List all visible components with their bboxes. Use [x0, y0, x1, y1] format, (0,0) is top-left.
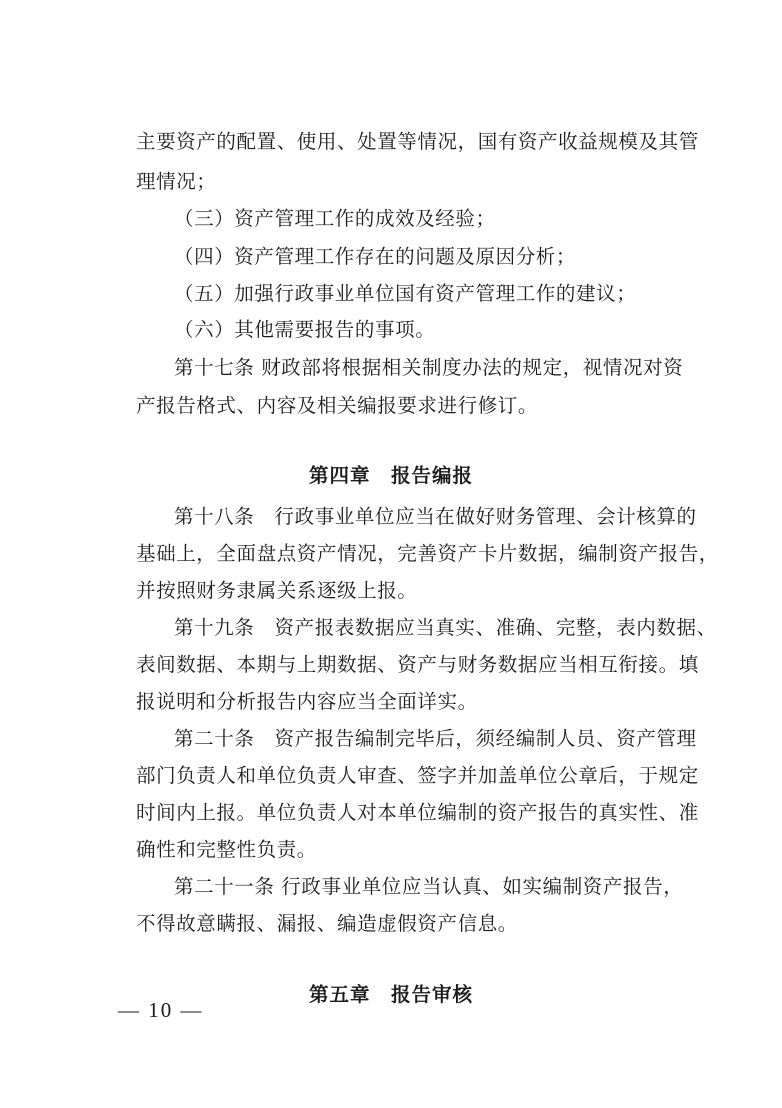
paragraph-line: 理情况；: [136, 170, 217, 193]
article-18-line: 并按照财务隶属关系逐级上报。: [136, 579, 418, 602]
article-17-line: 第十七条 财政部将根据相关制度办法的规定，视情况对资: [174, 356, 684, 379]
article-18-line: 基础上，全面盘点资产情况，完善资产卡片数据，编制资产报告，: [136, 542, 719, 565]
article-17-line: 产报告格式、内容及相关编报要求进行修订。: [136, 394, 539, 417]
chapter-4-heading: 第四章 报告编报: [308, 464, 473, 487]
page-number: — 10 —: [118, 998, 204, 1022]
article-20-line: 第二十条 资产报告编制完毕后，须经编制人员、资产管理: [174, 727, 697, 750]
article-20-line: 部门负责人和单位负责人审查、签字并加盖单位公章后，于规定: [136, 764, 699, 787]
paragraph-line: 主要资产的配置、使用、处置等情况，国有资产收益规模及其管: [136, 130, 699, 153]
article-19-line: 表间数据、本期与上期数据、资产与财务数据应当相互衔接。填: [136, 653, 699, 676]
list-item: （四）资产管理工作存在的问题及原因分析；: [174, 245, 577, 268]
article-18-line: 第十八条 行政事业单位应当在做好财务管理、会计核算的: [174, 505, 697, 528]
list-item: （六）其他需要报告的事项。: [174, 318, 436, 341]
article-20-line: 确性和完整性负责。: [136, 838, 317, 861]
article-20-line: 时间内上报。单位负责人对本单位编制的资产报告的真实性、准: [136, 801, 699, 824]
list-item: （三）资产管理工作的成效及经验；: [174, 207, 496, 230]
article-21-line: 第二十一条 行政事业单位应当认真、如实编制资产报告，: [174, 875, 684, 898]
list-item: （五）加强行政事业单位国有资产管理工作的建议；: [174, 282, 637, 305]
article-19-line: 第十九条 资产报表数据应当真实、准确、完整，表内数据、: [174, 616, 717, 639]
chapter-5-heading: 第五章 报告审核: [308, 983, 473, 1006]
article-21-line: 不得故意瞒报、漏报、编造虚假资产信息。: [136, 912, 518, 935]
article-19-line: 报说明和分析报告内容应当全面详实。: [136, 690, 478, 713]
